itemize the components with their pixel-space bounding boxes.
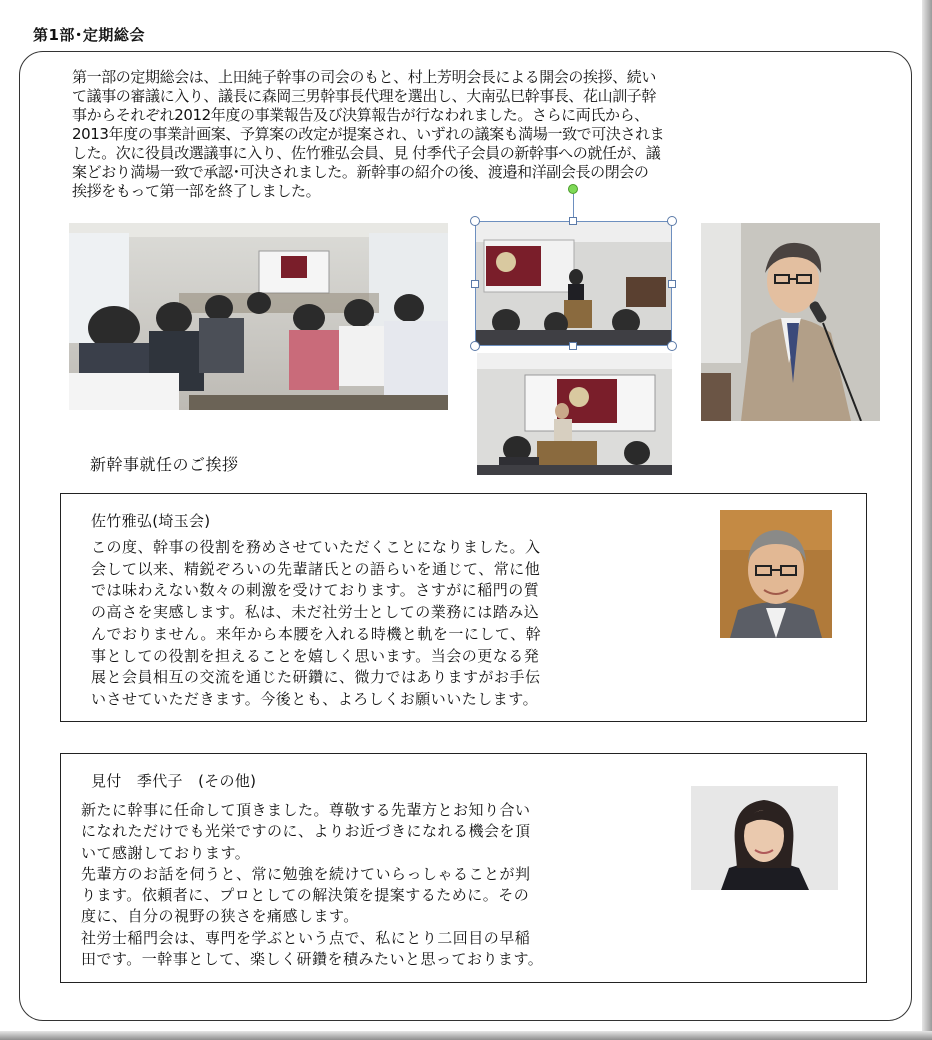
intro-line: 2013年度の事業計画案、予算案の改定が提案され、いずれの議案も満場一致で可決されま [72,125,665,143]
resize-handle-icon[interactable] [668,280,676,288]
meeting-audience-photo [69,223,448,410]
profile-box-mitsuke [60,753,867,983]
podium-speaker-photo [476,222,672,346]
resize-handle-icon[interactable] [667,216,677,226]
profile-message [91,537,731,711]
intro-line: 第一部の定期総会は、上田純子幹事の司会のもと、村上芳明会長による開会の挨拶、続い [72,68,657,86]
profile-box-satake [60,493,867,722]
rotate-handle-icon[interactable] [568,184,578,194]
profile-line: 新たに幹事に任命して頂きました。尊敬する先輩方とお知り合い [81,801,531,819]
profile-line: 度に、自分の視野の狭さを痛感します。 [81,907,359,926]
profile-name: 佐竹雅弘(埼玉会) [91,512,211,530]
resize-handle-icon[interactable] [470,216,480,226]
profile-line: この度、幹事の役割を務めさせていただくことになりました。入 [91,538,541,556]
intro-line: 案どおり満場一致で承認･可決されました。新幹事の紹介の後、渡邉和洋副会長の閉会の [72,163,649,181]
resize-handle-icon[interactable] [667,341,677,351]
satake-portrait-photo [720,510,832,638]
caption-new-directors: 新幹事就任のご挨拶 [90,455,239,474]
profile-line: 先輩方のお話を伺うと、常に勉強を続けていらっしゃることが判 [81,864,531,883]
resize-handle-icon[interactable] [569,217,577,225]
microphone-speaker-photo [477,353,672,475]
intro-line: した。次に役員改選議事に入り、佐竹雅弘会員、見 付季代子会員の新幹事への就任が、議 [72,144,661,162]
intro-paragraph [72,68,872,201]
profile-line: の高さを実感します。私は、未だ社労士としての業務には踏み込 [91,603,540,622]
section-title: 第1部･定期総会 [33,26,145,44]
profile-line: では味わえない数々の刺激を受けております。さすがに稲門の質 [91,581,540,600]
resize-handle-icon[interactable] [569,342,577,350]
profile-line: 事としての役割を担えることを嬉しく思います。当会の更なる発 [91,646,540,665]
profile-line: 会して以来、精鋭ぞろいの先輩諸氏との語らいを通じて、常に他 [91,559,541,578]
chairman-portrait-photo [701,223,880,421]
page-edge-right [922,0,932,1040]
profile-message [81,800,721,970]
profile-line: 社労士稲門会は、専門を学ぶという点で、私にとり二回目の早稲 [81,928,531,947]
profile-line: いて感謝しております。 [81,843,251,862]
profile-line: いさせていただきます。今後とも、よろしくお願いいたします。 [91,689,539,708]
intro-line: 事からそれぞれ2012年度の事業報告及び決算報告が行なわれました。さらに両氏から、 [72,106,649,124]
profile-line: になれただけでも光栄ですのに、よりお近づきになれる機会を頂 [81,822,531,841]
page-edge-bottom [0,1031,932,1040]
intro-line: て議事の審議に入り、議長に森岡三男幹事長代理を選出し、大南弘巳幹事長、花山訓子幹 [72,87,657,105]
profile-line: 田です。一幹事として、楽しく研鑽を積みたいと思っております。 [81,950,544,969]
resize-handle-icon[interactable] [470,341,480,351]
profile-name: 見付 季代子 (その他) [91,772,257,790]
intro-line: 挨拶をもって第一部を終了しました。 [72,182,321,200]
profile-line: ります。依頼者に、プロとしての解決策を提案するために。その [81,886,530,905]
resize-handle-icon[interactable] [471,280,479,288]
mitsuke-portrait-photo [691,786,838,890]
profile-line: んでおりません。来年から本腰を入れる時機と軌を一にして、幹 [91,624,542,643]
profile-line: 展と会員相互の交流を通じた研鑽に、微力ではありますがお手伝 [91,668,541,687]
